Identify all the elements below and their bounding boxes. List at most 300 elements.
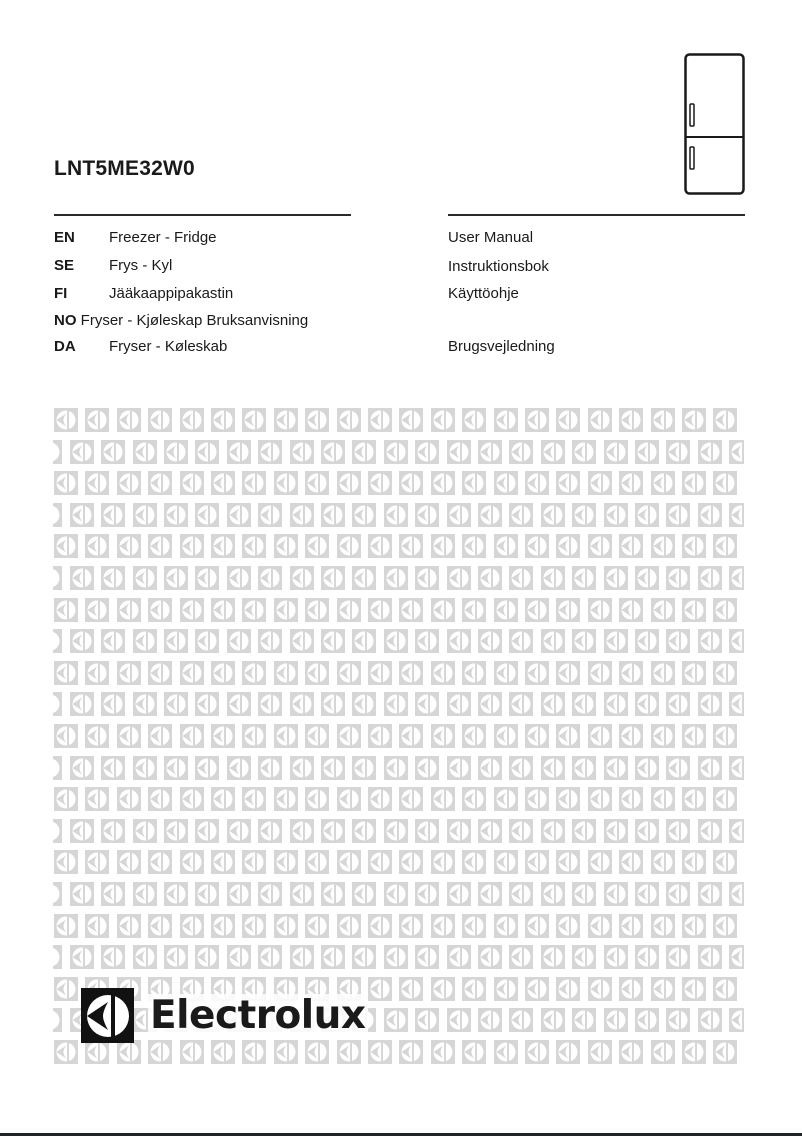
pattern-tile-logo-icon	[572, 882, 596, 906]
pattern-tile-logo-icon	[54, 408, 78, 432]
pattern-tile-logo-icon	[447, 1008, 471, 1032]
pattern-tile-logo-icon	[352, 503, 376, 527]
pattern-tile-logo-icon	[604, 1008, 628, 1032]
pattern-tile-logo-icon	[54, 471, 78, 495]
pattern-tile-logo-icon	[368, 977, 392, 1001]
pattern-tile-logo-icon	[180, 534, 204, 558]
pattern-tile-logo-icon	[713, 850, 737, 874]
pattern-tile-logo-icon	[384, 756, 408, 780]
pattern-tile-logo-icon	[211, 787, 235, 811]
pattern-tile-logo-icon	[494, 598, 518, 622]
pattern-tile-logo-icon	[101, 756, 125, 780]
pattern-tile-logo-icon	[337, 661, 361, 685]
pattern-tile-logo-icon	[133, 819, 157, 843]
pattern-tile-logo-icon	[525, 534, 549, 558]
manual-title-fi: Käyttöohje	[448, 285, 519, 302]
pattern-tile-logo-icon	[588, 977, 612, 1001]
pattern-tile-logo-icon	[525, 1040, 549, 1064]
pattern-tile-logo-icon	[195, 503, 219, 527]
brand-pattern-background	[53, 408, 744, 1066]
pattern-tile-logo-icon	[180, 850, 204, 874]
pattern-tile-logo-icon	[666, 819, 690, 843]
pattern-tile-logo-icon	[682, 471, 706, 495]
pattern-tile-logo-icon	[337, 408, 361, 432]
pattern-tile-logo-icon	[70, 503, 94, 527]
pattern-tile-logo-icon	[541, 1008, 565, 1032]
pattern-tile-logo-icon	[321, 440, 345, 464]
pattern-tile-logo-icon	[713, 914, 737, 938]
language-code: FI	[54, 285, 68, 302]
pattern-tile-logo-icon	[53, 692, 62, 716]
pattern-tile-logo-icon	[337, 914, 361, 938]
pattern-tile-logo-icon	[478, 1008, 502, 1032]
pattern-tile-logo-icon	[635, 882, 659, 906]
brand-logo	[81, 988, 368, 1043]
pattern-tile-logo-icon	[666, 440, 690, 464]
pattern-tile-logo-icon	[604, 945, 628, 969]
pattern-tile-logo-icon	[148, 598, 172, 622]
pattern-tile-logo-icon	[211, 661, 235, 685]
pattern-tile-logo-icon	[698, 945, 722, 969]
pattern-tile-logo-icon	[133, 945, 157, 969]
pattern-tile-logo-icon	[242, 787, 266, 811]
pattern-tile-logo-icon	[729, 945, 744, 969]
pattern-tile-logo-icon	[729, 503, 744, 527]
pattern-tile-logo-icon	[101, 440, 125, 464]
pattern-tile-logo-icon	[415, 882, 439, 906]
pattern-tile-logo-icon	[352, 629, 376, 653]
pattern-tile-logo-icon	[698, 503, 722, 527]
pattern-tile-logo-icon	[305, 850, 329, 874]
pattern-tile-logo-icon	[85, 724, 109, 748]
pattern-tile-logo-icon	[70, 882, 94, 906]
pattern-tile-logo-icon	[462, 408, 486, 432]
pattern-tile-logo-icon	[494, 724, 518, 748]
pattern-tile-logo-icon	[70, 440, 94, 464]
pattern-tile-logo-icon	[368, 1040, 392, 1064]
pattern-tile-logo-icon	[447, 945, 471, 969]
pattern-tile-logo-icon	[337, 534, 361, 558]
pattern-tile-logo-icon	[588, 408, 612, 432]
pattern-tile-logo-icon	[85, 661, 109, 685]
pattern-tile-logo-icon	[635, 629, 659, 653]
pattern-tile-logo-icon	[85, 1040, 109, 1064]
pattern-tile-logo-icon	[713, 408, 737, 432]
pattern-tile-logo-icon	[54, 661, 78, 685]
pattern-tile-logo-icon	[305, 598, 329, 622]
pattern-tile-logo-icon	[525, 471, 549, 495]
pattern-tile-logo-icon	[133, 566, 157, 590]
pattern-tile-logo-icon	[494, 534, 518, 558]
pattern-tile-logo-icon	[195, 692, 219, 716]
language-code: NO	[54, 312, 77, 329]
pattern-tile-logo-icon	[588, 724, 612, 748]
pattern-tile-logo-icon	[274, 471, 298, 495]
pattern-tile-logo-icon	[713, 471, 737, 495]
language-row-se	[54, 257, 172, 275]
pattern-tile-logo-icon	[211, 914, 235, 938]
pattern-tile-logo-icon	[290, 819, 314, 843]
pattern-tile-logo-icon	[447, 629, 471, 653]
pattern-tile-logo-icon	[651, 914, 675, 938]
pattern-tile-logo-icon	[541, 629, 565, 653]
pattern-tile-logo-icon	[368, 661, 392, 685]
pattern-tile-logo-icon	[54, 977, 78, 1001]
pattern-tile-logo-icon	[729, 756, 744, 780]
pattern-tile-logo-icon	[227, 756, 251, 780]
pattern-tile-logo-icon	[431, 408, 455, 432]
pattern-tile-logo-icon	[556, 1040, 580, 1064]
pattern-tile-logo-icon	[195, 629, 219, 653]
pattern-tile-logo-icon	[462, 787, 486, 811]
pattern-tile-logo-icon	[117, 661, 141, 685]
pattern-tile-logo-icon	[211, 1040, 235, 1064]
pattern-tile-logo-icon	[399, 724, 423, 748]
pattern-tile-logo-icon	[148, 408, 172, 432]
pattern-tile-logo-icon	[447, 882, 471, 906]
pattern-tile-logo-icon	[195, 882, 219, 906]
pattern-tile-logo-icon	[541, 819, 565, 843]
pattern-tile-logo-icon	[713, 1040, 737, 1064]
pattern-tile-logo-icon	[337, 850, 361, 874]
pattern-tile-logo-icon	[117, 1040, 141, 1064]
pattern-tile-logo-icon	[698, 882, 722, 906]
pattern-tile-logo-icon	[337, 1040, 361, 1064]
pattern-tile-logo-icon	[290, 566, 314, 590]
pattern-tile-logo-icon	[305, 787, 329, 811]
pattern-tile-logo-icon	[85, 408, 109, 432]
pattern-tile-logo-icon	[509, 692, 533, 716]
language-code: EN	[54, 229, 75, 246]
pattern-tile-logo-icon	[290, 503, 314, 527]
pattern-tile-logo-icon	[556, 724, 580, 748]
pattern-tile-logo-icon	[164, 629, 188, 653]
pattern-tile-logo-icon	[509, 945, 533, 969]
pattern-tile-logo-icon	[164, 692, 188, 716]
pattern-tile-logo-icon	[556, 471, 580, 495]
pattern-tile-logo-icon	[588, 1040, 612, 1064]
pattern-tile-logo-icon	[148, 661, 172, 685]
pattern-tile-logo-icon	[368, 724, 392, 748]
pattern-tile-logo-icon	[729, 1008, 744, 1032]
pattern-tile-logo-icon	[70, 819, 94, 843]
pattern-tile-logo-icon	[556, 408, 580, 432]
pattern-tile-logo-icon	[729, 882, 744, 906]
pattern-tile-logo-icon	[211, 408, 235, 432]
pattern-tile-logo-icon	[399, 471, 423, 495]
pattern-tile-logo-icon	[54, 724, 78, 748]
pattern-tile-logo-icon	[117, 787, 141, 811]
pattern-tile-logo-icon	[227, 440, 251, 464]
brand-wordmark: Electrolux	[150, 992, 366, 1038]
pattern-tile-logo-icon	[635, 819, 659, 843]
pattern-tile-logo-icon	[399, 534, 423, 558]
pattern-tile-logo-icon	[698, 1008, 722, 1032]
pattern-tile-logo-icon	[85, 787, 109, 811]
pattern-tile-logo-icon	[729, 629, 744, 653]
pattern-tile-logo-icon	[698, 756, 722, 780]
pattern-tile-logo-icon	[368, 598, 392, 622]
pattern-tile-logo-icon	[227, 566, 251, 590]
pattern-tile-logo-icon	[666, 882, 690, 906]
pattern-tile-logo-icon	[399, 850, 423, 874]
pattern-tile-logo-icon	[729, 566, 744, 590]
language-row-en	[54, 229, 217, 247]
pattern-tile-logo-icon	[541, 566, 565, 590]
pattern-tile-logo-icon	[462, 850, 486, 874]
pattern-tile-logo-icon	[635, 756, 659, 780]
pattern-tile-logo-icon	[290, 756, 314, 780]
pattern-tile-logo-icon	[352, 566, 376, 590]
pattern-tile-logo-icon	[164, 756, 188, 780]
pattern-tile-logo-icon	[133, 756, 157, 780]
pattern-tile-logo-icon	[352, 440, 376, 464]
pattern-tile-logo-icon	[604, 819, 628, 843]
pattern-tile-logo-icon	[698, 692, 722, 716]
pattern-tile-logo-icon	[478, 503, 502, 527]
pattern-tile-logo-icon	[682, 787, 706, 811]
language-code: DA	[54, 338, 76, 355]
pattern-tile-logo-icon	[258, 566, 282, 590]
pattern-tile-logo-icon	[85, 534, 109, 558]
pattern-tile-logo-icon	[619, 977, 643, 1001]
pattern-tile-logo-icon	[164, 440, 188, 464]
pattern-tile-logo-icon	[274, 850, 298, 874]
pattern-tile-logo-icon	[729, 692, 744, 716]
pattern-tile-logo-icon	[399, 408, 423, 432]
pattern-tile-logo-icon	[713, 661, 737, 685]
pattern-tile-logo-icon	[274, 598, 298, 622]
pattern-tile-logo-icon	[572, 440, 596, 464]
electrolux-logo-icon	[81, 988, 134, 1043]
pattern-tile-logo-icon	[274, 914, 298, 938]
pattern-tile-logo-icon	[164, 945, 188, 969]
pattern-tile-logo-icon	[399, 598, 423, 622]
pattern-tile-logo-icon	[148, 850, 172, 874]
pattern-tile-logo-icon	[556, 914, 580, 938]
pattern-tile-logo-icon	[53, 503, 62, 527]
pattern-tile-logo-icon	[604, 692, 628, 716]
pattern-tile-logo-icon	[509, 629, 533, 653]
pattern-tile-logo-icon	[431, 914, 455, 938]
pattern-tile-logo-icon	[666, 566, 690, 590]
manual-title-da: Brugsvejledning	[448, 338, 555, 355]
pattern-tile-logo-icon	[651, 471, 675, 495]
pattern-tile-logo-icon	[211, 534, 235, 558]
pattern-tile-logo-icon	[541, 945, 565, 969]
pattern-tile-logo-icon	[164, 566, 188, 590]
pattern-tile-logo-icon	[604, 629, 628, 653]
pattern-tile-logo-icon	[384, 692, 408, 716]
pattern-tile-logo-icon	[305, 534, 329, 558]
pattern-tile-logo-icon	[619, 598, 643, 622]
pattern-tile-logo-icon	[682, 724, 706, 748]
pattern-tile-logo-icon	[227, 882, 251, 906]
pattern-tile-logo-icon	[415, 1008, 439, 1032]
pattern-tile-logo-icon	[572, 503, 596, 527]
language-description: Fryser - Kjøleskap Bruksanvisning	[80, 312, 309, 329]
pattern-tile-logo-icon	[368, 787, 392, 811]
divider-left	[54, 214, 351, 216]
pattern-tile-logo-icon	[713, 534, 737, 558]
pattern-tile-logo-icon	[509, 882, 533, 906]
pattern-tile-logo-icon	[242, 598, 266, 622]
pattern-tile-logo-icon	[53, 1008, 62, 1032]
pattern-tile-logo-icon	[85, 598, 109, 622]
pattern-tile-logo-icon	[556, 598, 580, 622]
pattern-tile-logo-icon	[242, 724, 266, 748]
pattern-tile-logo-icon	[54, 1040, 78, 1064]
pattern-tile-logo-icon	[85, 850, 109, 874]
pattern-tile-logo-icon	[572, 819, 596, 843]
pattern-tile-logo-icon	[713, 724, 737, 748]
pattern-tile-logo-icon	[384, 945, 408, 969]
pattern-tile-logo-icon	[682, 1040, 706, 1064]
pattern-tile-logo-icon	[541, 440, 565, 464]
pattern-tile-logo-icon	[619, 914, 643, 938]
pattern-tile-logo-icon	[85, 914, 109, 938]
language-code: SE	[54, 257, 75, 274]
pattern-tile-logo-icon	[682, 850, 706, 874]
pattern-tile-logo-icon	[556, 534, 580, 558]
pattern-tile-logo-icon	[619, 787, 643, 811]
pattern-tile-logo-icon	[274, 1040, 298, 1064]
pattern-tile-logo-icon	[368, 408, 392, 432]
pattern-tile-logo-icon	[415, 629, 439, 653]
pattern-tile-logo-icon	[399, 914, 423, 938]
pattern-tile-logo-icon	[195, 819, 219, 843]
pattern-tile-logo-icon	[619, 850, 643, 874]
pattern-tile-logo-icon	[180, 724, 204, 748]
pattern-tile-logo-icon	[195, 440, 219, 464]
pattern-tile-logo-icon	[227, 629, 251, 653]
pattern-tile-logo-icon	[588, 534, 612, 558]
pattern-tile-logo-icon	[619, 724, 643, 748]
pattern-tile-logo-icon	[525, 977, 549, 1001]
pattern-tile-logo-icon	[604, 882, 628, 906]
pattern-tile-logo-icon	[290, 440, 314, 464]
pattern-tile-logo-icon	[305, 471, 329, 495]
pattern-tile-logo-icon	[431, 1040, 455, 1064]
pattern-tile-logo-icon	[666, 692, 690, 716]
pattern-tile-logo-icon	[180, 661, 204, 685]
pattern-tile-logo-icon	[494, 977, 518, 1001]
pattern-tile-logo-icon	[148, 534, 172, 558]
fridge-freezer-icon	[684, 53, 745, 195]
pattern-tile-logo-icon	[698, 440, 722, 464]
pattern-tile-logo-icon	[651, 661, 675, 685]
pattern-tile-logo-icon	[604, 566, 628, 590]
pattern-tile-logo-icon	[431, 787, 455, 811]
pattern-tile-logo-icon	[368, 914, 392, 938]
pattern-tile-logo-icon	[682, 661, 706, 685]
pattern-tile-logo-icon	[242, 534, 266, 558]
pattern-tile-logo-icon	[53, 629, 62, 653]
language-row-fi	[54, 285, 233, 303]
pattern-tile-logo-icon	[305, 408, 329, 432]
pattern-tile-logo-icon	[619, 471, 643, 495]
pattern-tile-logo-icon	[133, 629, 157, 653]
pattern-tile-logo-icon	[431, 850, 455, 874]
pattern-tile-logo-icon	[53, 882, 62, 906]
pattern-tile-logo-icon	[290, 629, 314, 653]
pattern-tile-logo-icon	[227, 945, 251, 969]
pattern-tile-logo-icon	[509, 756, 533, 780]
pattern-tile-logo-icon	[541, 503, 565, 527]
pattern-tile-logo-icon	[619, 1040, 643, 1064]
pattern-tile-logo-icon	[525, 661, 549, 685]
pattern-tile-logo-icon	[666, 756, 690, 780]
pattern-tile-logo-icon	[70, 629, 94, 653]
pattern-tile-logo-icon	[54, 534, 78, 558]
pattern-tile-logo-icon	[195, 566, 219, 590]
pattern-tile-logo-icon	[54, 787, 78, 811]
pattern-tile-logo-icon	[70, 566, 94, 590]
pattern-tile-logo-icon	[274, 724, 298, 748]
pattern-tile-logo-icon	[525, 850, 549, 874]
pattern-tile-logo-icon	[494, 914, 518, 938]
pattern-tile-logo-icon	[274, 787, 298, 811]
pattern-tile-logo-icon	[54, 850, 78, 874]
pattern-tile-logo-icon	[101, 566, 125, 590]
pattern-tile-logo-icon	[274, 534, 298, 558]
pattern-tile-logo-icon	[415, 756, 439, 780]
pattern-tile-logo-icon	[227, 692, 251, 716]
pattern-tile-logo-icon	[494, 408, 518, 432]
pattern-tile-logo-icon	[698, 566, 722, 590]
pattern-tile-logo-icon	[242, 850, 266, 874]
pattern-tile-logo-icon	[399, 661, 423, 685]
pattern-tile-logo-icon	[101, 503, 125, 527]
pattern-tile-logo-icon	[54, 914, 78, 938]
pattern-tile-logo-icon	[227, 503, 251, 527]
pattern-tile-logo-icon	[415, 440, 439, 464]
pattern-tile-logo-icon	[53, 756, 62, 780]
pattern-tile-logo-icon	[494, 850, 518, 874]
pattern-tile-logo-icon	[101, 692, 125, 716]
pattern-tile-logo-icon	[478, 819, 502, 843]
pattern-tile-logo-icon	[211, 850, 235, 874]
pattern-tile-logo-icon	[117, 724, 141, 748]
pattern-tile-logo-icon	[478, 440, 502, 464]
pattern-tile-logo-icon	[556, 661, 580, 685]
pattern-tile-logo-icon	[384, 629, 408, 653]
pattern-tile-logo-icon	[53, 819, 62, 843]
pattern-tile-logo-icon	[305, 724, 329, 748]
pattern-tile-logo-icon	[588, 598, 612, 622]
pattern-tile-logo-icon	[258, 756, 282, 780]
pattern-tile-logo-icon	[556, 787, 580, 811]
pattern-tile-logo-icon	[415, 503, 439, 527]
pattern-tile-logo-icon	[698, 819, 722, 843]
pattern-tile-logo-icon	[399, 977, 423, 1001]
pattern-tile-logo-icon	[258, 629, 282, 653]
pattern-tile-logo-icon	[368, 850, 392, 874]
pattern-tile-logo-icon	[148, 787, 172, 811]
pattern-tile-logo-icon	[588, 850, 612, 874]
pattern-tile-logo-icon	[572, 566, 596, 590]
pattern-tile-logo-icon	[478, 629, 502, 653]
pattern-tile-logo-icon	[258, 882, 282, 906]
pattern-tile-logo-icon	[399, 1040, 423, 1064]
pattern-tile-logo-icon	[478, 566, 502, 590]
pattern-tile-logo-icon	[321, 503, 345, 527]
pattern-tile-logo-icon	[525, 914, 549, 938]
pattern-tile-logo-icon	[588, 914, 612, 938]
divider-right	[448, 214, 745, 216]
pattern-tile-logo-icon	[509, 1008, 533, 1032]
pattern-tile-logo-icon	[384, 819, 408, 843]
